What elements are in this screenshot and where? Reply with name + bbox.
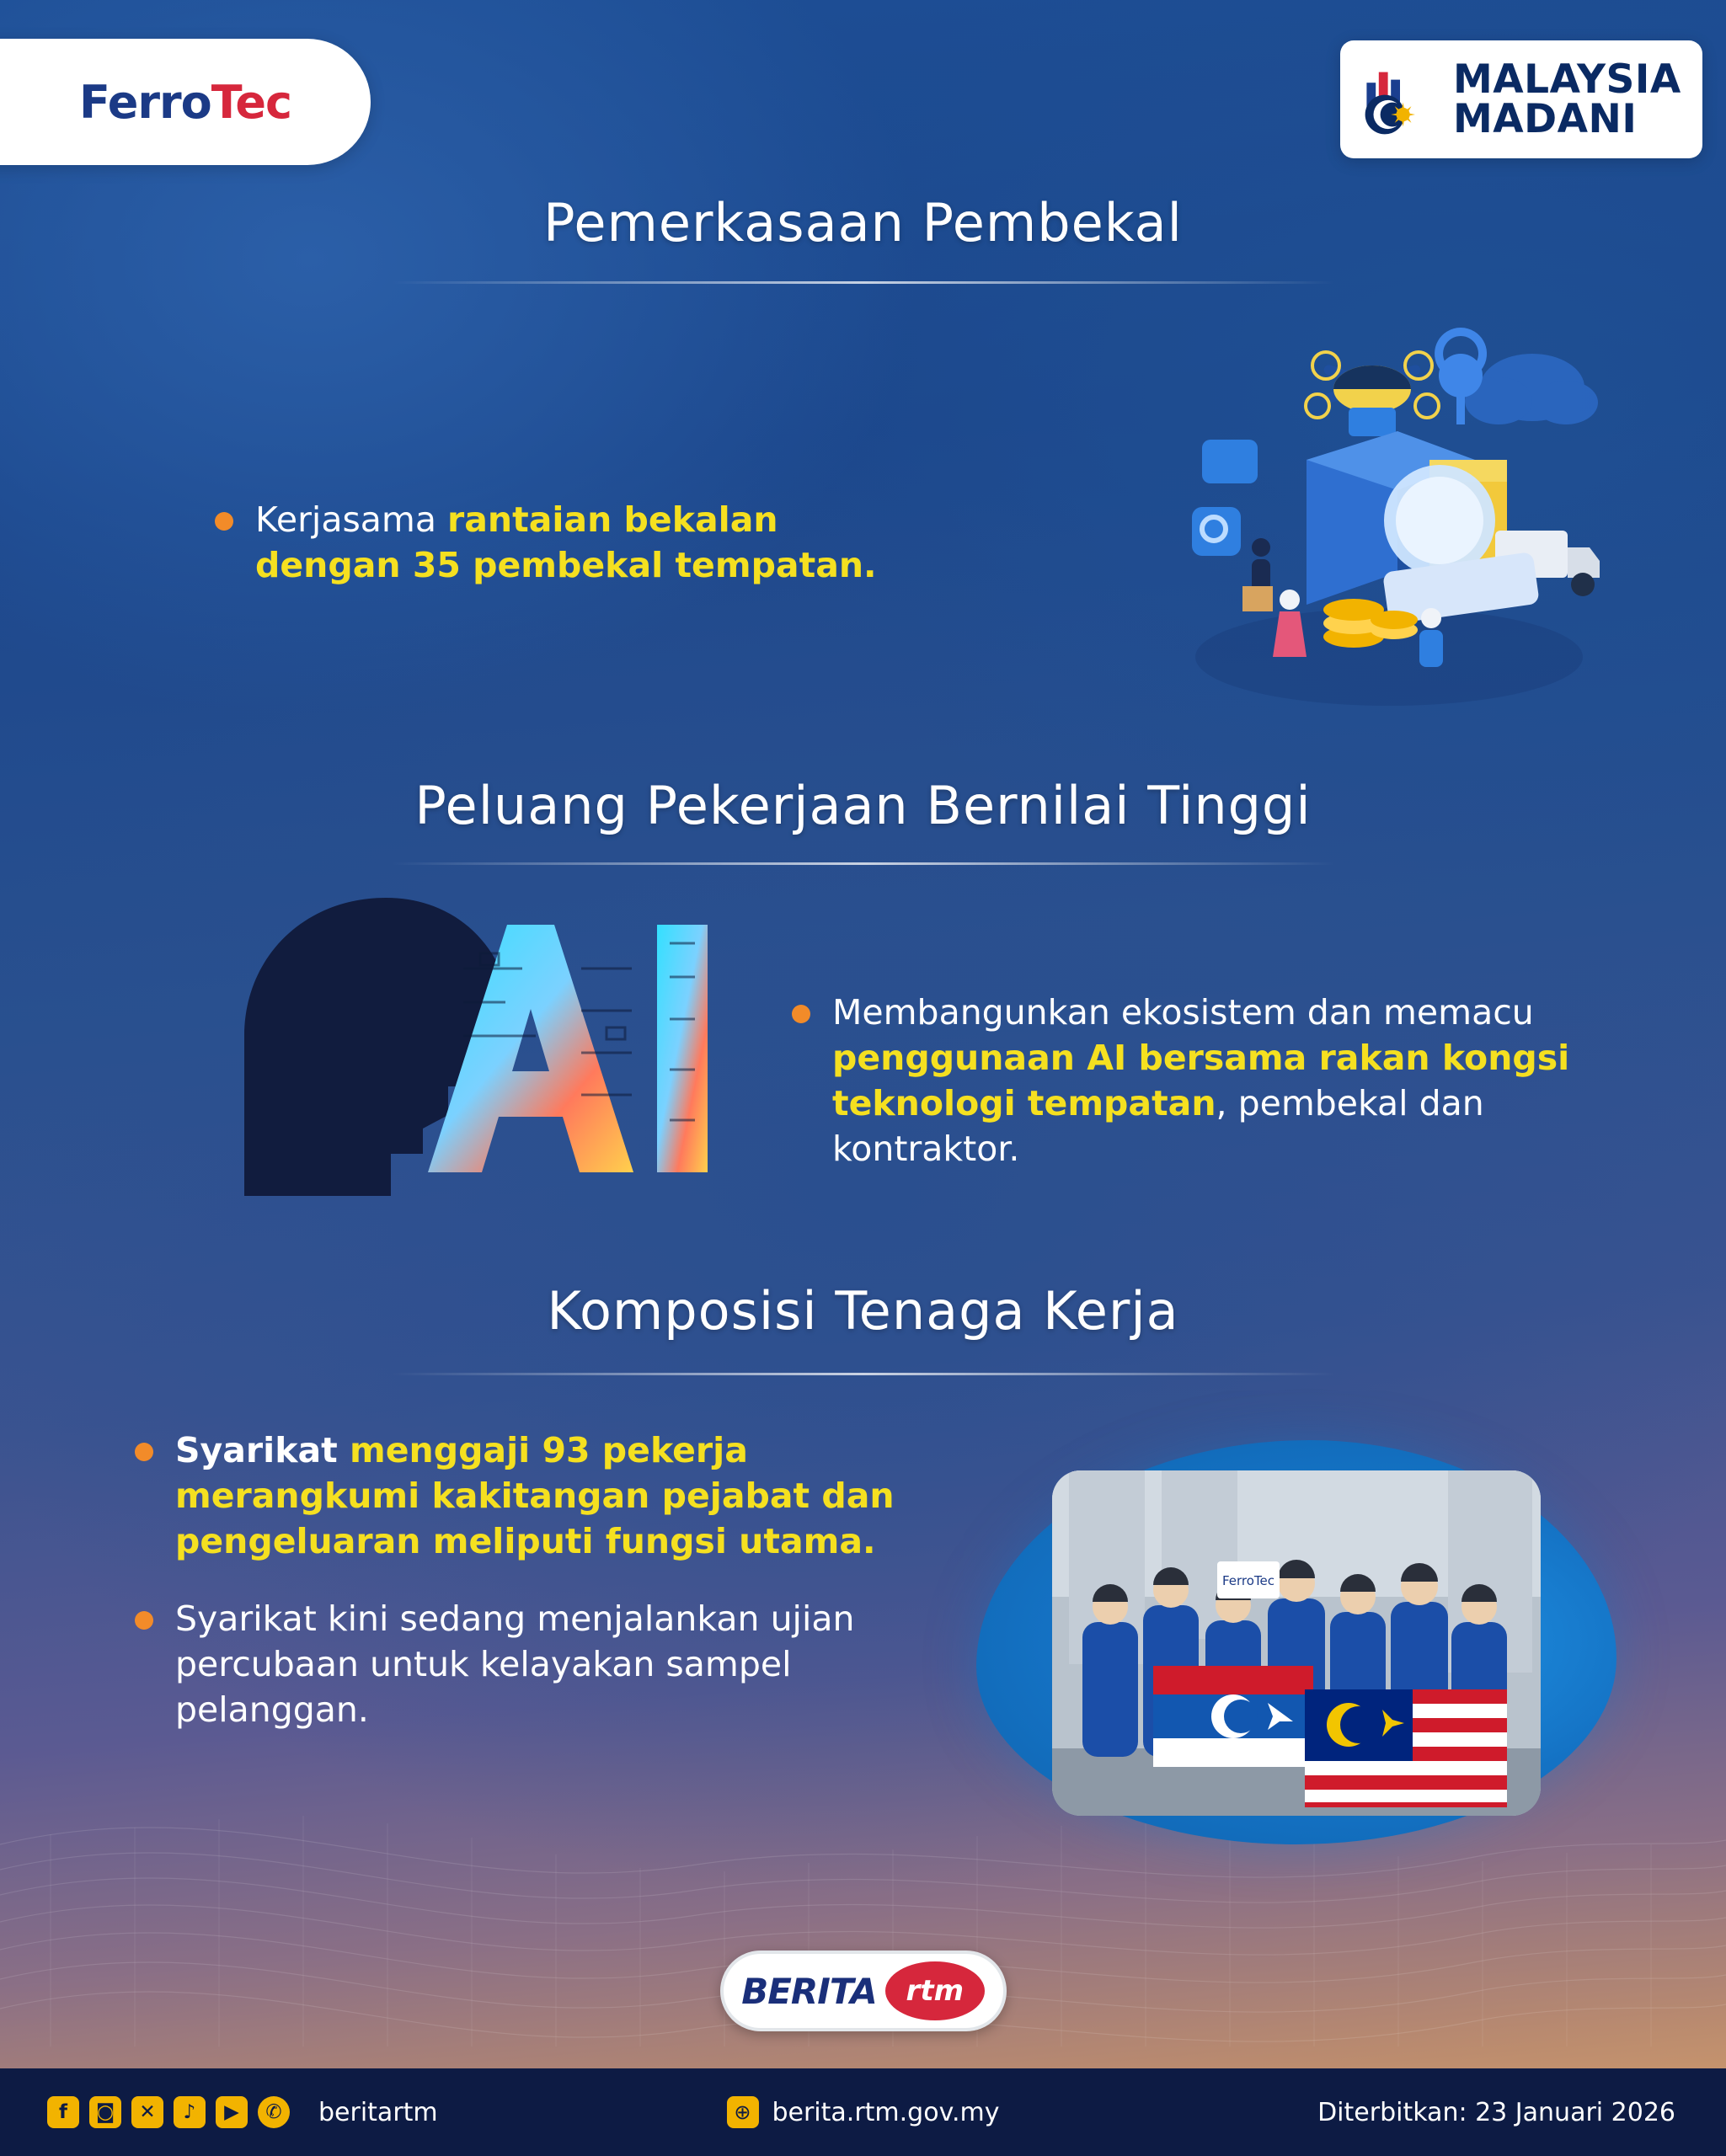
bullet-workforce-1 [135,1428,977,1564]
divider-3 [392,1373,1335,1375]
rtm-logo: rtm [885,1961,985,2020]
bullet-jobs-1-highlight: penggunaan AI bersama rakan kongsi teknologi tempatan [832,1038,1570,1124]
ferrotec-logo [29,76,291,129]
madani-logo-icon [1362,61,1438,138]
ferrotec-logo-text-b: Tec [211,75,291,129]
footer-social-icons [47,2096,438,2128]
tiktok-icon[interactable]: ♪ [174,2096,206,2128]
bullet-dot-icon [792,1005,810,1023]
bullet-workforce-1-text [175,1428,977,1564]
section-title-supplier: Pemerkasaan Pembekal [543,192,1183,253]
section-title-workforce: Komposisi Tenaga Kerja [547,1280,1179,1342]
footer-website[interactable] [726,2096,999,2128]
bullet-dot-icon [135,1443,153,1461]
bullet-dot-icon [135,1611,153,1630]
globe-icon: ⊕ [726,2096,758,2128]
bullet-jobs-1-text [832,990,1575,1171]
bullet-supplier-1 [215,497,906,588]
bullet-workforce-1-highlight: menggaji 93 pekerja merangkumi kakitangan pejabat dan pengeluaran meliputi fungsi utama. [175,1430,895,1562]
bullet-workforce-2 [135,1596,977,1732]
facebook-icon[interactable]: f [47,2096,79,2128]
bullet-jobs-1 [792,990,1575,1171]
malaysia-madani-badge [1340,40,1702,158]
ai-head-illustration [211,876,750,1230]
berita-label: BERITA [741,1970,877,2012]
flag-left [1153,1666,1313,1767]
footer-handle: beritartm [318,2097,438,2127]
photo-frame [1052,1470,1541,1816]
bullet-workforce-2-text: Syarikat kini sedang menjalankan ujian percubaan untuk kelayakan sampel pelanggan. [175,1598,855,1731]
footer-published-date: Diterbitkan: 23 Januari 2026 [1317,2097,1675,2127]
bullet-dot-icon [215,512,233,531]
team-group-photo [976,1440,1616,1844]
whatsapp-icon[interactable]: ✆ [258,2096,290,2128]
footer-website-text: berita.rtm.gov.my [772,2097,1000,2127]
ferrotec-logo-text-a: Ferro [79,75,211,129]
x-icon[interactable]: ✕ [131,2096,163,2128]
divider-1 [392,281,1335,284]
madani-line-2: MADANI [1453,96,1638,142]
section-title-jobs: Peluang Pekerjaan Bernilai Tinggi [414,775,1312,836]
bullet-jobs-1-plain-before: Membangunkan ekosistem dan memacu [832,992,1534,1033]
berita-rtm-badge [720,1951,1007,2031]
bullet-supplier-1-plain: Kerjasama [255,499,448,540]
bullet-supplier-1-highlight: rantaian bekalan dengan 35 pembekal tempatan. [255,499,877,586]
drone-icon [1306,352,1439,436]
svg-text:FerroTec: FerroTec [1221,1573,1275,1588]
bullet-jobs-1-plain-after: , pembekal dan kontraktor. [832,1083,1484,1170]
instagram-icon[interactable]: ◙ [89,2096,121,2128]
madani-line-1: MALAYSIA [1453,56,1681,103]
ferrotec-logo-pill [0,39,371,165]
footer-bar [0,2068,1726,2156]
youtube-icon[interactable]: ▶ [216,2096,248,2128]
flag-malaysia [1305,1689,1507,1807]
bullet-workforce-1-plain: Syarikat [175,1430,350,1470]
bullet-supplier-1-text [255,497,906,588]
supply-chain-illustration [1162,295,1600,716]
divider-2 [392,862,1335,865]
workers-photo-illustration [1052,1470,1541,1816]
